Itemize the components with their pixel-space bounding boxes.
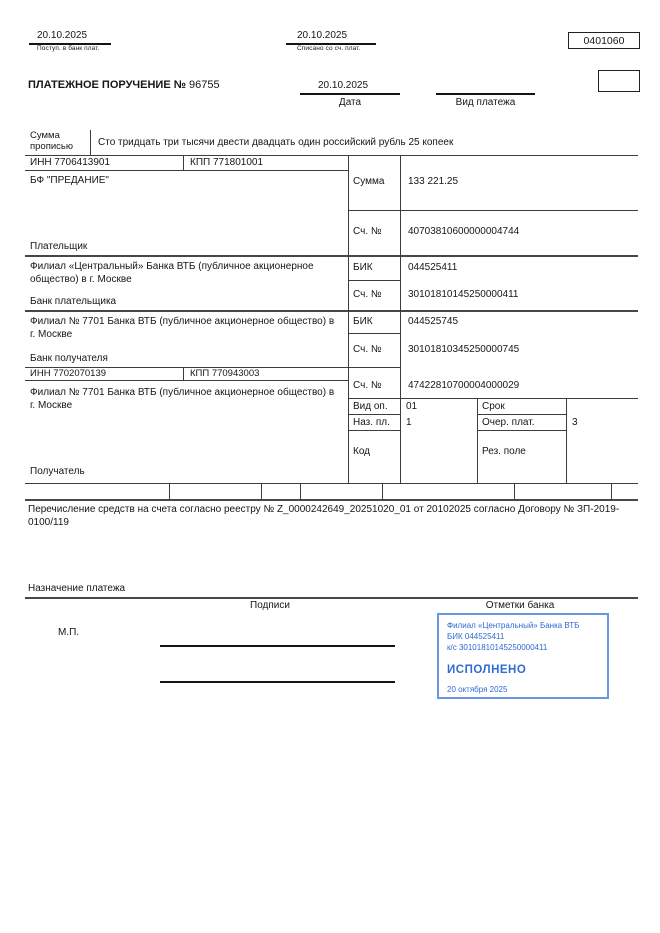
grid-line — [25, 170, 348, 171]
date-debited-caption: Списано со сч. плат. — [297, 45, 361, 52]
grid-line — [348, 333, 400, 334]
grid-line — [611, 483, 612, 499]
naz-pl-value: 1 — [406, 417, 412, 428]
ocher-plat-value: 3 — [572, 417, 578, 428]
grid-line — [25, 499, 638, 501]
receiver-label: Получатель — [30, 466, 85, 477]
stamp-bik: БИК 044525411 — [447, 632, 505, 642]
receiver-kpp: КПП 770943003 — [190, 368, 260, 379]
signature-line-1 — [160, 645, 395, 647]
grid-line — [169, 483, 170, 499]
grid-line — [90, 130, 91, 155]
grid-line — [261, 483, 262, 499]
signatures-label: Подписи — [250, 600, 290, 611]
date-debited-value: 20.10.2025 — [297, 30, 348, 41]
grid-line — [183, 155, 184, 170]
document-number: 96755 — [189, 79, 220, 91]
rez-pole-label: Рез. поле — [482, 446, 526, 457]
grid-line — [25, 483, 638, 484]
stamp-corr-account: к/с 30101810145250000411 — [447, 643, 548, 653]
vid-op-value: 01 — [406, 401, 418, 412]
date-caption: Дата — [338, 97, 362, 108]
grid-line — [477, 398, 478, 483]
receiver-bank-label: Банк получателя — [30, 353, 108, 364]
stamp-date: 20 октября 2025 — [447, 684, 508, 694]
grid-line — [25, 597, 638, 599]
receiver-account-label: Сч. № — [353, 380, 382, 391]
payment-type-box — [598, 70, 640, 92]
grid-line — [348, 280, 400, 281]
bank-stamp — [437, 613, 609, 699]
grid-line — [382, 483, 383, 499]
purpose-label: Назначение платежа — [28, 583, 126, 594]
grid-line — [348, 155, 349, 483]
receiver-bank-bik-label: БИК — [353, 316, 373, 327]
payment-type-underline — [436, 93, 535, 95]
mp-label: М.П. — [58, 627, 80, 638]
amount-words-value: Сто тридцать три тысячи двести двадцать один российский рубль 25 копеек — [98, 137, 454, 148]
grid-line — [25, 310, 638, 312]
grid-line — [348, 398, 638, 399]
grid-line — [477, 414, 566, 415]
payer-kpp: КПП 771801001 — [190, 157, 264, 168]
payer-bank-bik-value: 044525411 — [408, 262, 458, 273]
receiver-bank-name: Филиал № 7701 Банка ВТБ (публичное акционерное общество) в г. Москве — [30, 316, 335, 340]
grid-line — [25, 155, 638, 156]
date-received-caption: Поступ. в банк плат. — [37, 45, 100, 52]
grid-line — [25, 380, 348, 381]
amount-words-label: Сумма прописью — [30, 130, 73, 152]
payer-bank-account-label: Сч. № — [353, 289, 382, 300]
grid-line — [477, 430, 566, 431]
document-date-underline — [300, 93, 400, 95]
receiver-bank-account-label: Сч. № — [353, 344, 382, 355]
payer-bank-bik-label: БИК — [353, 262, 373, 273]
payer-inn: ИНН 7706413901 — [30, 157, 111, 168]
receiver-name: Филиал № 7701 Банка ВТБ (публичное акционерное общество) в г. Москве — [30, 387, 335, 411]
grid-line — [348, 210, 638, 211]
stamp-bank-name: Филиал «Центральный» Банка ВТБ — [447, 621, 580, 630]
date-received-value: 20.10.2025 — [37, 30, 88, 41]
payer-bank-account-value: 30101810145250000411 — [408, 289, 519, 300]
receiver-account-value: 47422810700004000029 — [408, 380, 520, 391]
grid-line — [183, 367, 184, 380]
bank-marks-label: Отметки банка — [485, 600, 555, 611]
payer-bank-label: Банк плательщика — [30, 296, 117, 307]
purpose-text: Перечисление средств на счета согласно реестру № Z_0000242649_20251020_01 от 20102025 согласно Договору № ЗП-2019-0100/119 — [28, 504, 620, 528]
receiver-bank-account-value: 30101810345250000745 — [408, 344, 520, 355]
grid-line — [348, 430, 400, 431]
document-date: 20.10.2025 — [318, 80, 369, 91]
signature-line-2 — [160, 681, 395, 683]
document-title — [28, 79, 220, 93]
stamp-status: ИСПОЛНЕНО — [447, 663, 527, 676]
title-text: ПЛАТЕЖНОЕ ПОРУЧЕНИЕ № — [28, 79, 186, 91]
ocher-plat-label: Очер. плат. — [482, 417, 535, 428]
payer-account-value: 40703810600000004744 — [408, 226, 520, 237]
srok-label: Срок — [482, 401, 505, 412]
kod-label: Код — [353, 446, 371, 457]
naz-pl-label: Наз. пл. — [353, 417, 390, 428]
payment-type-caption: Вид платежа — [455, 97, 516, 108]
payer-label: Плательщик — [30, 241, 88, 252]
amount-label: Сумма — [353, 176, 385, 187]
payer-bank-name: Филиал «Центральный» Банка ВТБ (публичное акционерное общество) в г. Москве — [30, 261, 314, 285]
form-code-box — [568, 32, 640, 49]
receiver-inn: ИНН 7702070139 — [30, 368, 107, 379]
grid-line — [566, 398, 567, 483]
form-code: 0401060 — [583, 34, 625, 47]
payer-account-label: Сч. № — [353, 226, 382, 237]
grid-line — [348, 414, 400, 415]
grid-line — [514, 483, 515, 499]
grid-line — [25, 255, 638, 257]
amount-value: 133 221.25 — [408, 176, 459, 187]
vid-op-label: Вид оп. — [353, 401, 388, 412]
grid-line — [300, 483, 301, 499]
grid-line — [400, 155, 401, 483]
payer-name: БФ "ПРЕДАНИЕ" — [30, 175, 109, 186]
receiver-bank-bik-value: 044525745 — [408, 316, 459, 327]
